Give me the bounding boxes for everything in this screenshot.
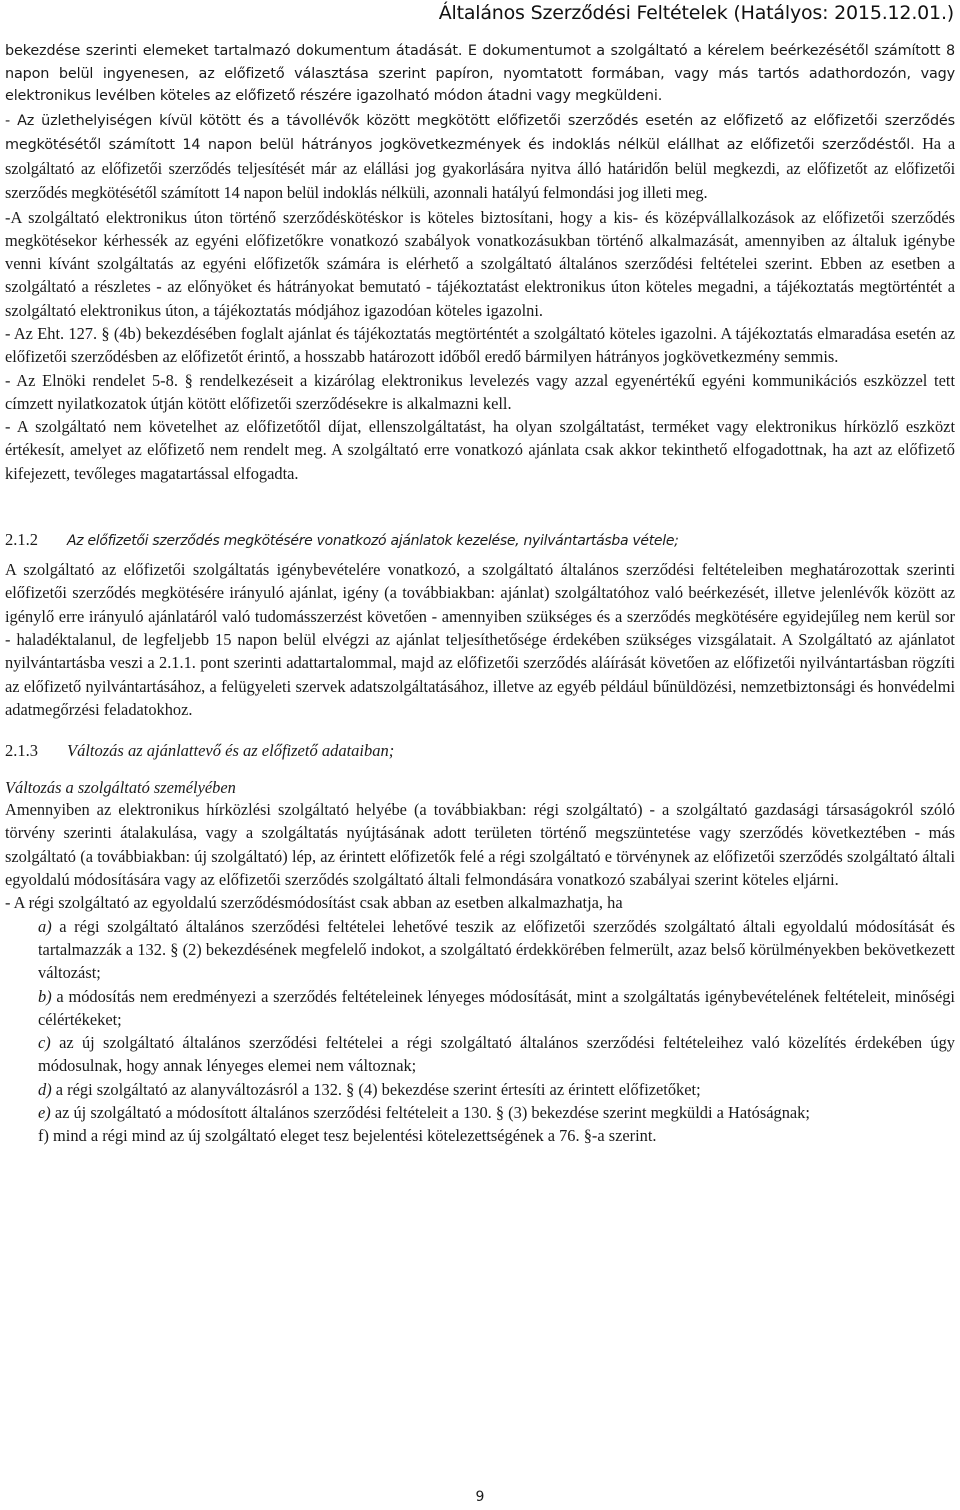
section-2-1-2-body: A szolgáltató az előfizetői szolgáltatás igénybevételére vonatkozó, a szolgáltató általános szerződési feltételeiben meghatározottak szerinti előfizetői szerződés megkötésére irányuló ajánlat, igény (a továbbiakban: ajánlat) szolgáltatóhoz való beérkezését, illetve jelenlévők között az igénylő erre irányuló ajánlatáról való tudomásszerzést követően - amennyiben szükséges és a szerződés megkötésére egyidejűleg nem kerül sor - haladéktalanul, de legfeljebb 15 napon belül elvégzi az ajánlat teljesíthetősége érdekében szükséges vizsgálatait. A Szolgáltató az ajánlatot nyilvántartásba veszi a 2.1.1. pont szerinti adattartalommal, majd az előfizetői szerződés aláírását követően az előfizetői nyilvántartásban rögzíti az előfizető nyilvántartásához, a felügyeleti szervek adatszolgáltatásához, illetve az egyéb például bűnüldözési, nemzetbiztonsági és honvédelmi adatmegőrzési feladatokhoz. — [5, 560, 955, 719]
section-title: Változás az ajánlattevő és az előfizető adataiban; — [67, 741, 395, 761]
page-header-title: Általános Szerződési Feltételek (Hatályos: 2015.12.01.) — [438, 2, 954, 24]
list-item-text: a régi szolgáltató általános szerződési feltételei lehetővé teszik az előfizetői szerződés szolgáltató általi egyoldalú módosítását és tartalmazzák a 132. § (2) bekezdésének megfelelő indokot, a szolgáltató érdekkörében felmerült, azaz belső körülményekben bekövetkezett változást; — [38, 916, 955, 983]
withdrawal-sans-text: - Az üzlethelyiségen kívül kötött és a távollévők között megkötött előfizetői szerződés esetén az előfizető az előfizetői szerződés megkötésétől számított 14 napon belül hátrányos jogkövetkezmények és indoklás nélkül elállhat az előfizetői szerződéstől. — [5, 112, 955, 153]
subheading-provider-change: Változás a szolgáltató személyében — [5, 778, 236, 798]
page-number: 9 — [475, 1489, 485, 1505]
section-title: Az előfizetői szerződés megkötésére vonatkozó ajánlatok kezelése, nyilvántartásba vétele; — [67, 533, 679, 550]
list-item-label: b) — [38, 986, 52, 1006]
list-item-label: a) — [38, 916, 52, 936]
list-item-text: az új szolgáltató a módosított általános szerződési feltételeit a 130. § (3) bekezdése szerint megküldi a Hatóságnak; — [54, 1103, 810, 1122]
list-item-text: a régi szolgáltató az alanyváltozásról a 132. § (4) bekezdése szerint értesíti az érintett előfizetőket; — [55, 1079, 701, 1099]
paragraph-withdrawal — [5, 110, 955, 206]
section-2-1-3-body: Amennyiben az elektronikus hírközlési szolgáltató helyébe (a továbbiakban: régi szolgáltató) - a szolgáltató gazdasági társaságokról szóló törvény szerinti átalakulása, vagy a szolgáltatás nyújtásának adott területen történő megszüntetése vagy szerződés következtében - más szolgáltató (a továbbiakban: új szolgáltató) lép, az érintett előfizetők felé a régi szolgáltató e törvénynek az előfizetői szerződés szolgáltató általi egyoldalú módosítására vagy az előfizetői szerződés szolgáltató általi felmondására vonatkozó szabályai szerint köteles eljárni. — [5, 800, 955, 890]
list-item — [38, 915, 955, 985]
condition-list — [5, 915, 955, 1148]
list-item — [38, 985, 955, 1032]
section-heading-2-1-3 — [5, 741, 955, 761]
paragraph-presidential-decree: - Az Elnöki rendelet 5-8. § rendelkezéseit a kizárólag elektronikus levelezés vagy azzal egyenértékű egyéni kommunikációs eszközzel tett címzett nyilatkozatok útján kötött előfizetői szerződésekre is alkalmazni kell. — [5, 370, 955, 413]
section-heading-2-1-2 — [5, 530, 955, 550]
list-item — [38, 1124, 955, 1147]
withdrawal-serif-text: Ha a szolgáltató az előfizetői szerződés teljesítését már az elállási jog gyakorlására nyitva álló határidőn belül megkezdi, az előfizetőt az előfizetői szerződés megkötésétől számított 14 napon belül indoklás nélküli, azonnali hatályú felmondási jog illeti meg. — [5, 134, 955, 202]
section-number: 2.1.2 — [5, 530, 38, 550]
section-2-1-3-intro: - A régi szolgáltató az egyoldalú szerződésmódosítást csak abban az esetben alkalmazhatja, ha — [5, 893, 623, 913]
document-body — [5, 40, 955, 1148]
paragraph-sme-contract: -A szolgáltató elektronikus úton történő szerződéskötéskor is köteles biztosítani, hogy a kis- és középvállalkozások az előfizetői szerződés megkötésekor kérhessék az egyéni előfizetőkre vonatkozó szabályok vonatkozásukban történő alkalmazását, amennyiben az általuk igénybe venni kívánt szolgáltatás az egyéni előfizetők számára is elérhető a szolgáltató általános szerződési feltételei szerint. Ebben az esetben a szolgáltató a részletes - az előnyöket és hátrányokat bemutató - tájékoztatást elektronikus úton köteles megadni, a tájékoztatás megtörténtét a szolgáltató elektronikus úton, a tájékoztatás módjához igazodóan köteles igazolni. — [5, 207, 955, 320]
section-number: 2.1.3 — [5, 741, 38, 761]
paragraph-delivery: bekezdése szerinti elemeket tartalmazó dokumentum átadását. E dokumentumot a szolgáltató a kérelem beérkezésétől számított 8 napon belül ingyenesen, az előfizető választása szerint papíron, nyomtatott formában, vagy más tartós adathordozón, vagy elektronikus levélben köteles az előfizető részére igazolható módon átadni vagy megküldeni. — [5, 43, 955, 104]
list-item — [38, 1101, 955, 1124]
list-item-label: f) — [38, 1126, 49, 1146]
list-item-text: mind a régi mind az új szolgáltató eleget tesz bejelentési kötelezettségének a 76. §-a szerint. — [53, 1126, 657, 1146]
list-item — [38, 1031, 955, 1078]
list-item-label: c) — [38, 1033, 51, 1053]
list-item — [38, 1078, 955, 1101]
list-item-label: e) — [38, 1103, 51, 1122]
paragraph-unsolicited-service: - A szolgáltató nem követelhet az előfizetőtől díjat, ellenszolgáltatást, ha olyan szolgáltatást, terméket vagy elektronikus hírközlő eszközt értékesít, amelyet az előfizető nem rendelt meg. A szolgáltató erre vonatkozó ajánlata csak akkor tekinthető elfogadottnak, ha azt az előfizető kifejezett, tevőleges magatartással elfogadta. — [5, 417, 955, 483]
paragraph-eht-127: - Az Eht. 127. § (4b) bekezdésében foglalt ajánlat és tájékoztatás megtörténtét a szolgáltató köteles igazolni. A tájékoztatás elmaradása esetén az előfizetői szerződésben az előfizetőt érintő, a hosszabb határozott időből eredő bármilyen hátrányos jogkövetkezmény semmis. — [5, 323, 955, 367]
list-item-text: az új szolgáltató általános szerződési feltételei a régi szolgáltató általános szerződési feltételeihez való közelítés érdekében úgy módosulnak, hogy annak lényeges elemei nem változnak; — [38, 1033, 955, 1076]
list-item-label: d) — [38, 1079, 52, 1099]
list-item-text: a módosítás nem eredményezi a szerződés feltételeinek lényeges módosítását, mint a szolgáltatás igénybevételének feltételeit, minőségi célértékeket; — [38, 986, 955, 1029]
